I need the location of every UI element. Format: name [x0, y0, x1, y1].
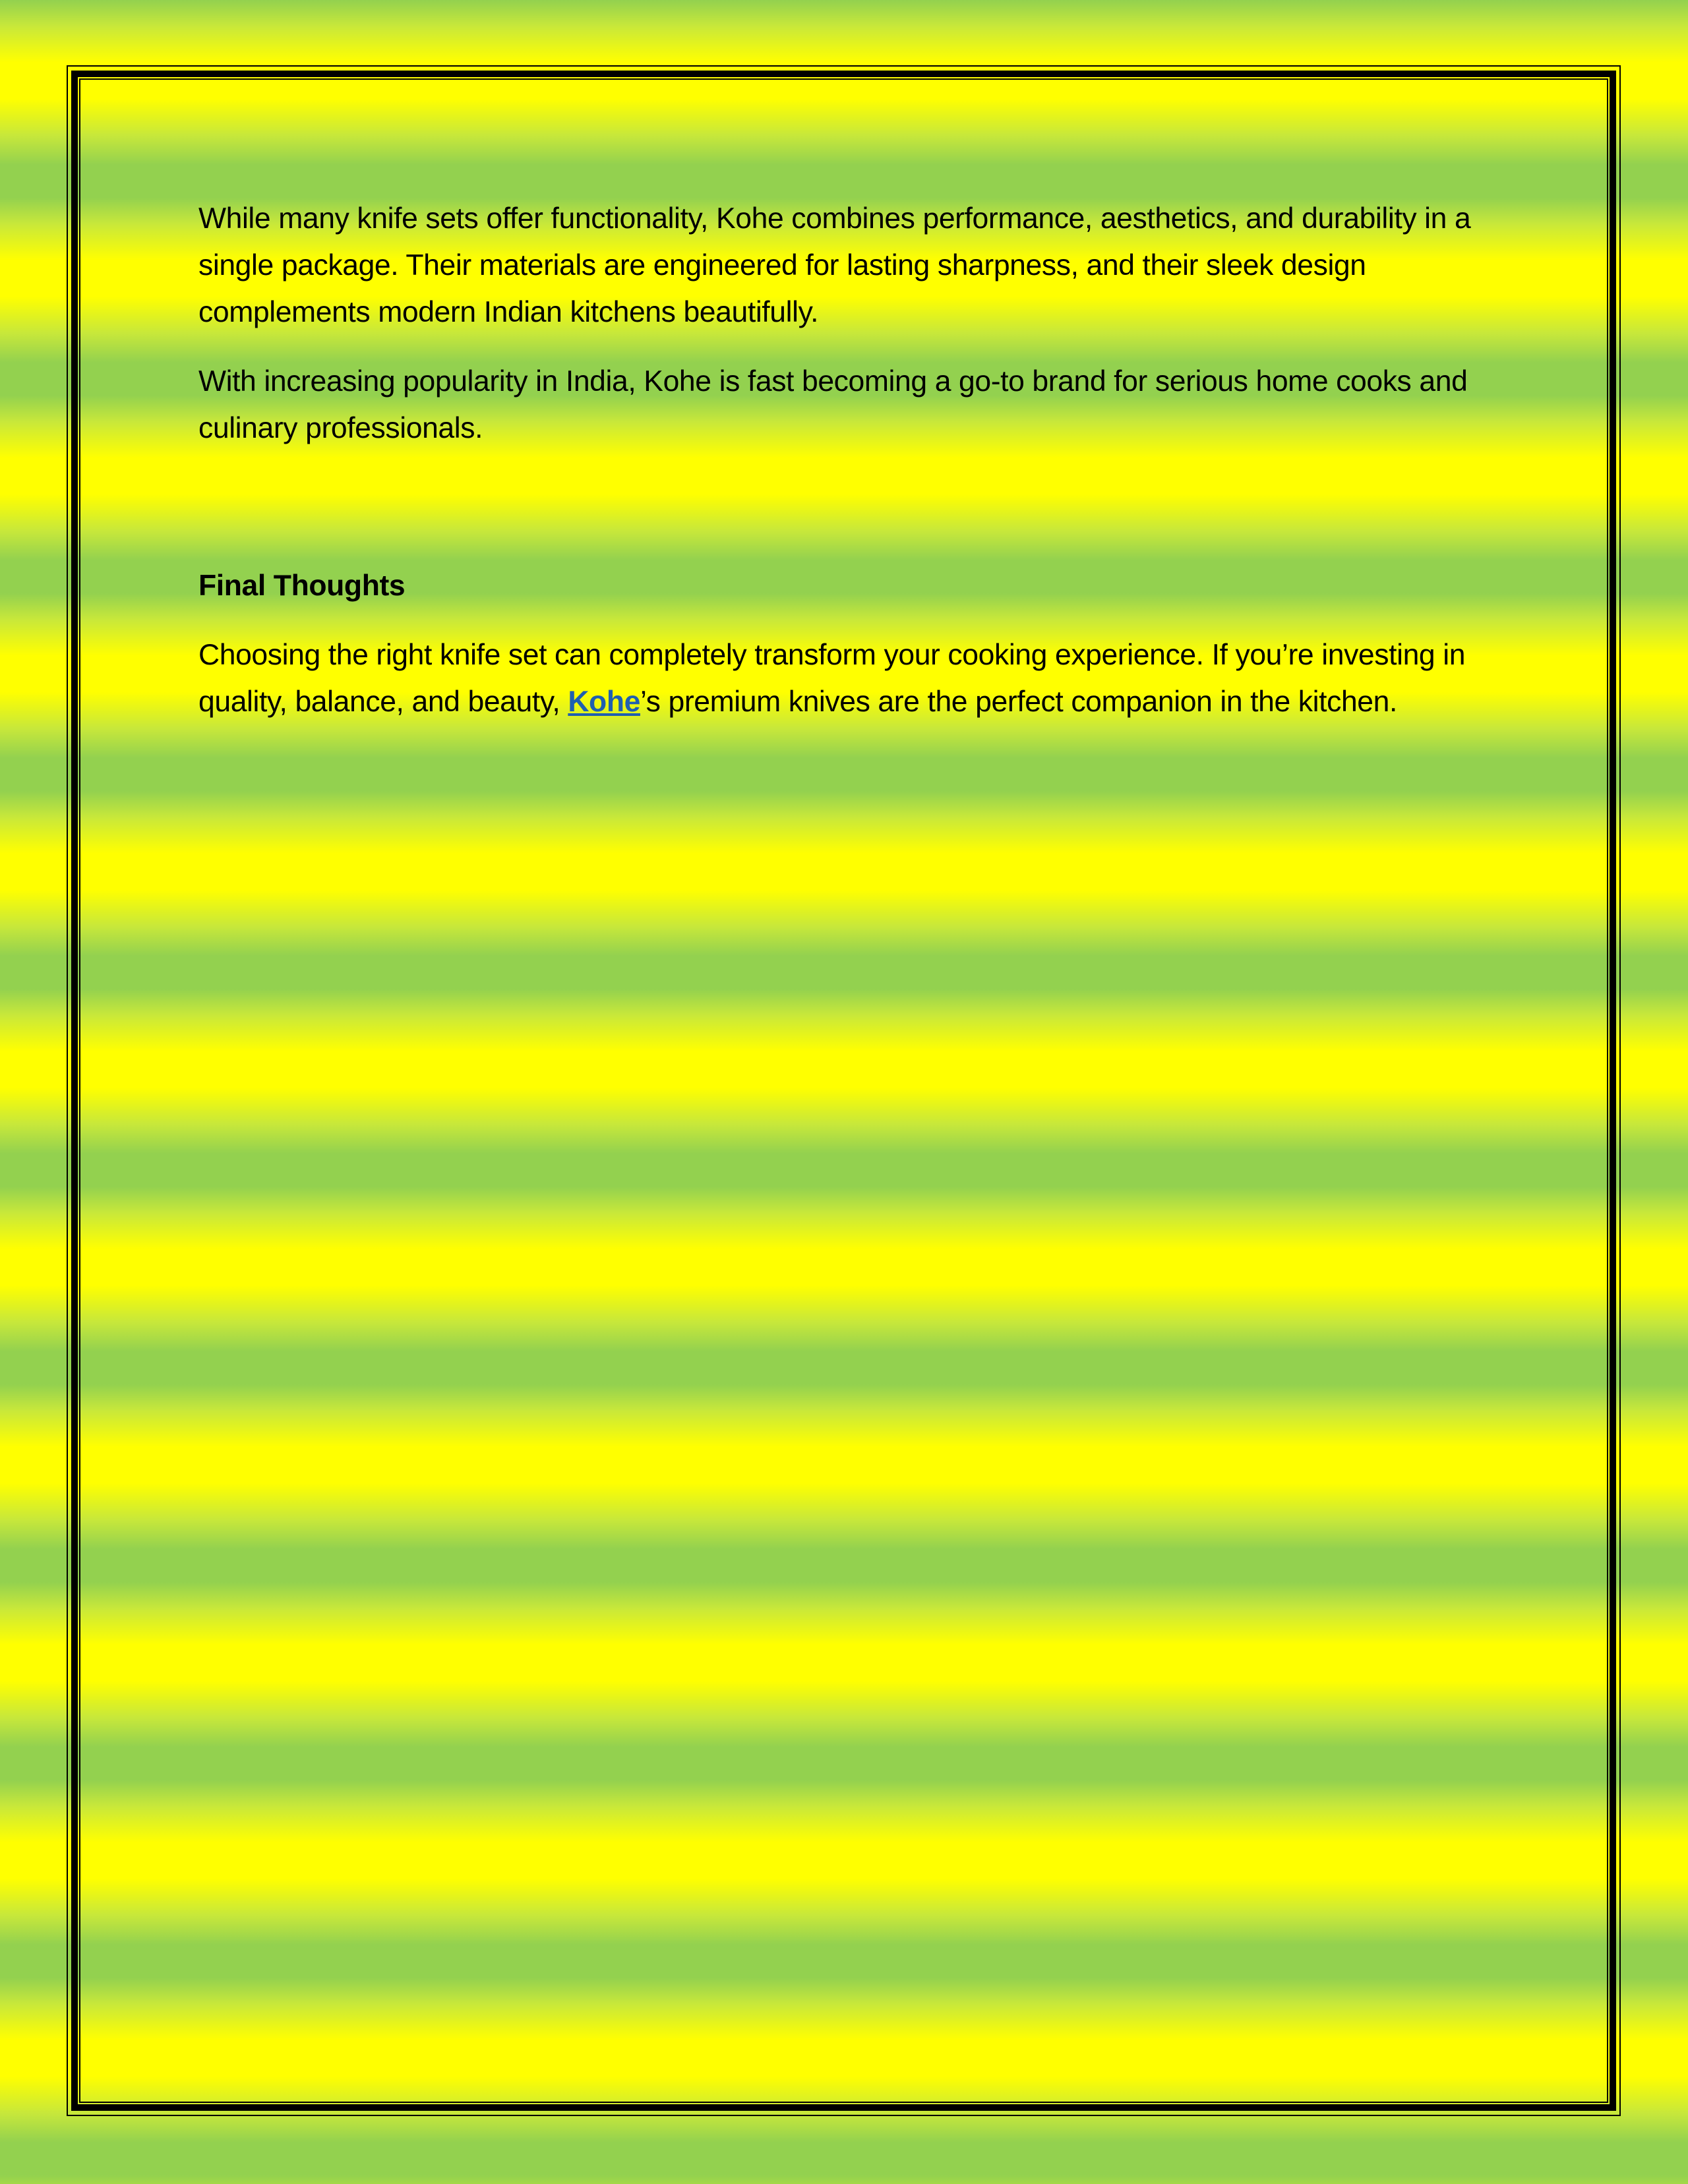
final-text-after-link: ’s premium knives are the perfect companion in the kitchen.	[640, 686, 1397, 718]
kohe-link[interactable]: Kohe	[568, 686, 640, 718]
section-heading-final-thoughts: Final Thoughts	[198, 570, 406, 602]
document-body	[198, 195, 1491, 748]
paragraph-kohe-popularity: With increasing popularity in India, Kohe is fast becoming a go-to brand for serious home cooks and culinary professionals.	[198, 365, 1468, 444]
paragraph-final-thoughts	[198, 632, 1491, 725]
final-text-before-link: Choosing the right knife set can completely transform your cooking experience. If you’re investing in quality, balance, and beauty,	[198, 639, 1466, 718]
paragraph-kohe-overview: While many knife sets offer functionality, Kohe combines performance, aesthetics, and durability in a single package. Their materials are engineered for lasting sharpness, and their sleek design complements modern Indian kitchens beautifully.	[198, 202, 1471, 328]
